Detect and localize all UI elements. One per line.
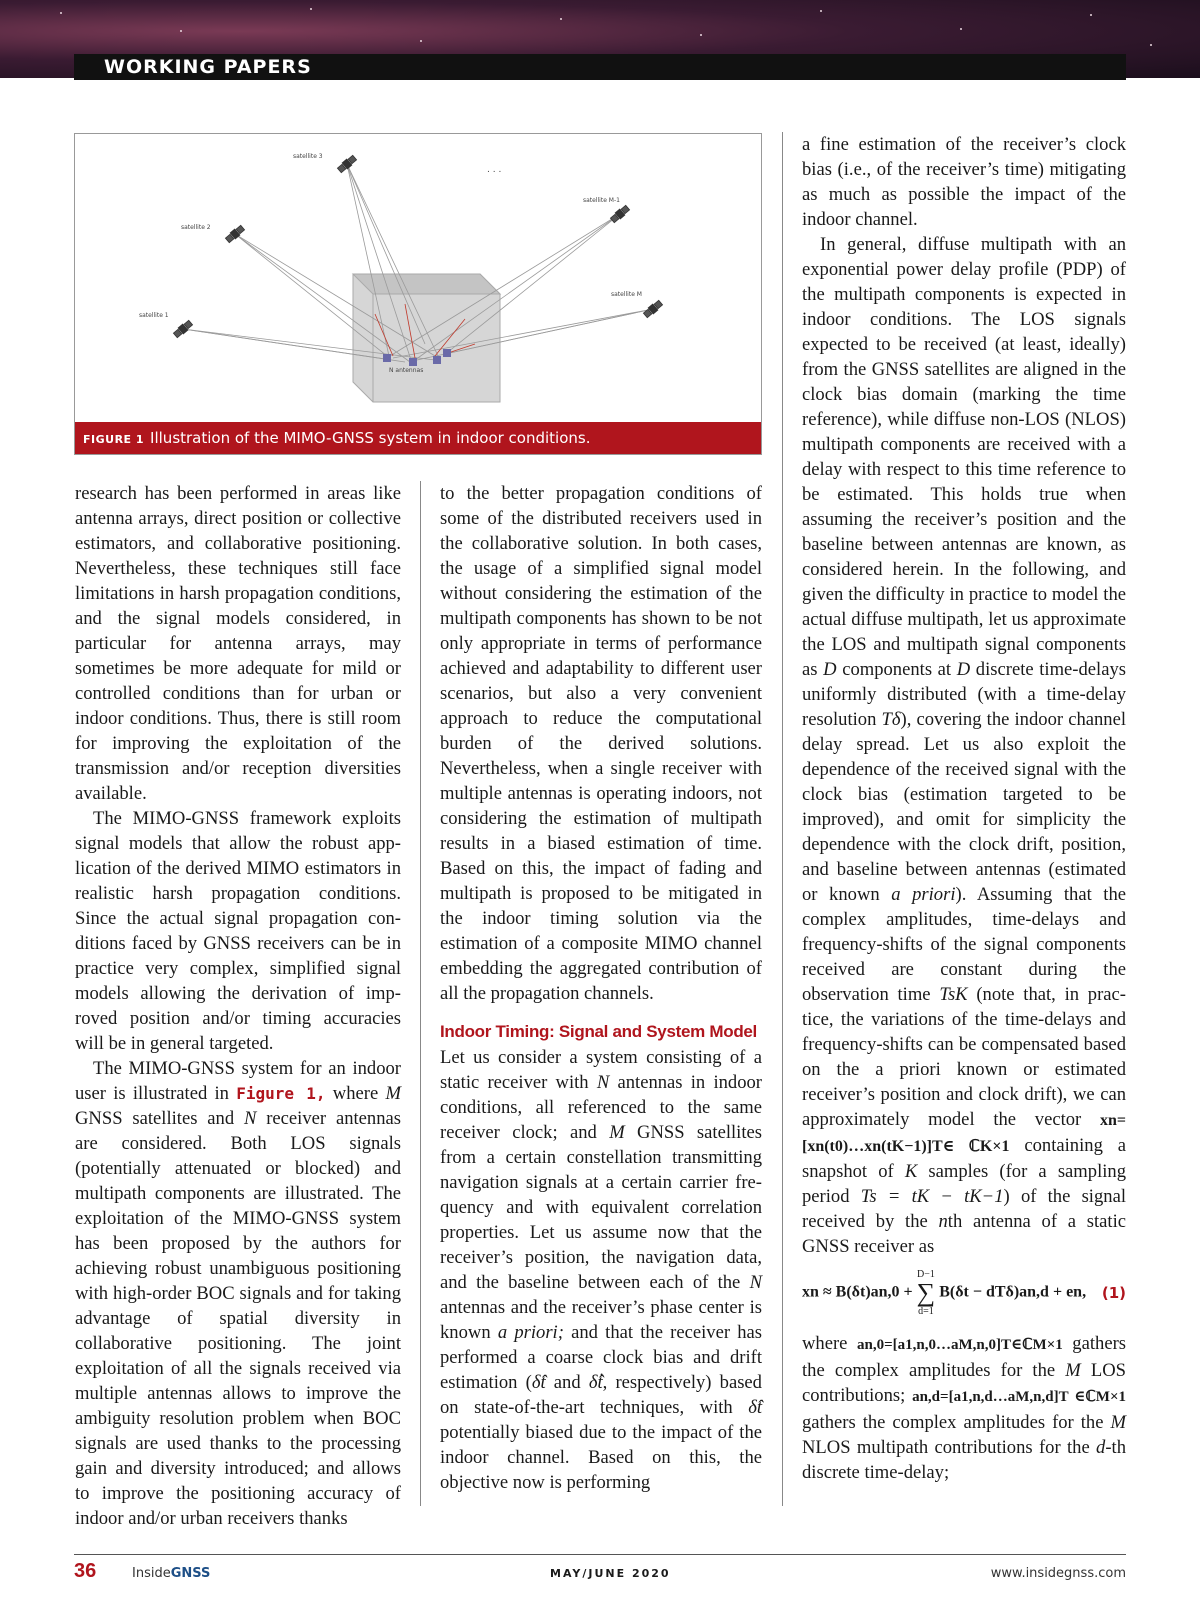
figure-1 (74, 133, 762, 455)
column-2 (440, 481, 762, 1495)
figure-caption (75, 422, 761, 454)
equation-1: xn ≈ B(δt)an,0 + D−1 ∑ d=1 B(δt − dTδ)an,d + en, (1) (802, 1269, 1126, 1317)
equation-number: (1) (1101, 1283, 1126, 1302)
paragraph: research has been performed in areas like antenna arrays, direct position or collective estimators, and collaborative positioning. Nevertheless, these techniques still face limitations in harsh propagation conditions, and the signal models considered, in particular for antenna arrays, may sometimes be more adequate for mild or controlled conditions than for urban or indoor conditions. Thus, there is still room for improving the exploitation of the transmission and/or reception diversities available. (75, 483, 401, 804)
figure-1-link[interactable]: Figure 1, (236, 1084, 326, 1103)
label-satellite-2: satellite 2 (181, 224, 211, 231)
figure-caption-text: Illustration of the MIMO-GNSS system in indoor conditions. (150, 429, 591, 447)
mimo-gnss-illustration (75, 134, 763, 424)
column-divider (782, 132, 783, 1506)
label-satellite-1: satellite 1 (139, 312, 169, 319)
paragraph: where an,0=[a1,n,0…aM,n,0]T∈ℂM×1 gathers the complex amplitudes for the M LOS contributions; an,d=[a1,n,d…aM,n,d]T ∈ℂM×1 gathers the complex amplitudes for the M NLOS multipath contributions for the d-th discrete time-delay; (802, 1333, 1126, 1483)
figure-label: FIGURE 1 (83, 433, 145, 446)
label-satellite-m-1: satellite M-1 (583, 197, 620, 204)
publication-name: InsideGNSS (132, 1566, 211, 1581)
page-number: 36 (74, 1560, 97, 1582)
paragraph: The MIMO-GNSS framework exploits signal models that allow the robust application of the derived MIMO estimators in realistic harsh propagation conditions. Since the actual signal propagation conditions faced by GNSS receivers can be in practice very complex, simplified signal models allowing the derivation of improved position and/or timing accuracies will be in general targeted. (75, 808, 401, 1054)
paragraph: to the better propagation conditions of some of the distributed receivers used in the collaborative solution. In both cases, the usage of a simplified signal model without considering the estimation of the multipath components has shown to be not only appropriate in terms of performance achieved and adaptability to different user scenarios, but also a very convenient approach to reduce the computational burden of the derived solutions. Nevertheless, when a single receiver with multiple antennas is operating indoors, not considering the estimation of multipath results in a biased estimation of time. Based on this, the impact of fading and multipath is proposed to be mitigated in the indoor timing solution via the estimation of a composite MIMO channel embedding the aggregated contribution of all the propagation channels. (440, 483, 762, 1004)
label-satellite-3: satellite 3 (293, 153, 323, 160)
issue-date: MAY/JUNE 2020 (550, 1567, 671, 1580)
column-divider (420, 481, 421, 1506)
section-heading: Indoor Timing: Signal and System Model (440, 1022, 757, 1041)
label-satellite-m: satellite M (611, 291, 642, 298)
paragraph: a fine estimation of the receiver’s clock bias (i.e., of the receiver’s time) mitigating as much as possible the impact of the indoor channel. (802, 134, 1126, 230)
section-title: WORKING PAPERS (74, 54, 1126, 80)
column-1 (75, 481, 401, 1531)
footer-rule (74, 1554, 1126, 1555)
column-3 (802, 132, 1126, 1485)
website: www.insidegnss.com (990, 1566, 1126, 1581)
label-n-antennas: N antennas (389, 367, 424, 374)
paragraph: The MIMO-GNSS system for an indoor user is illustrated in Figure 1, where M GNSS satellites and N receiver antennas are considered. Both LOS signals (potentially attenuated or blocked) and multipath components are illustrated. The exploitation of the MIMO-GNSS system has been proposed by the authors for achieving robust unambiguous positioning with high-order BOC signals and for taking advantage of spatial diversity in collaborative positioning. The joint exploitation of all the signals received via multiple antennas allows to improve the ambiguity resolution problem when BOC signals are used thanks to the processing gain and diversity introduced; and allows to improve the positioning accuracy of indoor and/or urban receivers thanks (75, 1058, 401, 1529)
figure-dots: . . . (487, 165, 502, 175)
paragraph: In general, diffuse multipath with an exponential power delay profile (PDP) of the multipath components is expected in indoor conditions. The LOS signals expected to be received (at least, ideally) from the GNSS satellites are aligned in the clock bias domain (marking the time reference), while diffuse non-LOS (NLOS) multipath components are received with a delay with respect to this time reference to be estimated. This holds true when assuming the receiver’s position and the baseline between antennas are known, as considered herein. In the following, and given the difficulty in practice to model the actual diffuse multipath, let us approximate the LOS and multipath signal components as D components at D discrete time-delays uniformly distributed (with a time-delay resolution Tδ), covering the indoor channel delay spread. Let us also exploit the dependence of the received signal with the clock bias (estimation targeted to be improved), and omit for simplicity the dependence with the clock drift, position, and baseline between antennas (estimated or known a priori). Assuming that the complex amplitudes, time-delays and frequency-shifts of the signal components received are constant during the observation time TsK (note that, in practice, the variations of the time-delays and frequency-shifts can be compensated based on the a priori known or estimated receiver’s position and clock drift), we can approximately model the vector xn=[xn(t0)…xn(tK−1)]T∈ ℂK×1 containing a snapshot of K samples (for a sampling period Ts = tK − tK−1) of the signal received by the nth antenna of a static GNSS receiver as (802, 234, 1127, 1257)
paragraph: Let us consider a system consisting of a static receiver with N antennas in indoor conditions, all referenced to the same receiver clock; and M GNSS satellites from a certain constellation transmitting navigation signals at a certain carrier frequency and with equivalent correlation properties. Let us assume now that the receiver’s position, the navigation data, and the baseline between each of the N antennas and the receiver’s phase center is known a priori; and that the receiver has performed a coarse clock bias and drift estimation (δ̂t and δ̂ṫ, respectively) based on state-of-the-art techniques, with δ̂t potentially biased due to the impact of the indoor channel. Based on this, the objective now is performing (440, 1047, 762, 1493)
